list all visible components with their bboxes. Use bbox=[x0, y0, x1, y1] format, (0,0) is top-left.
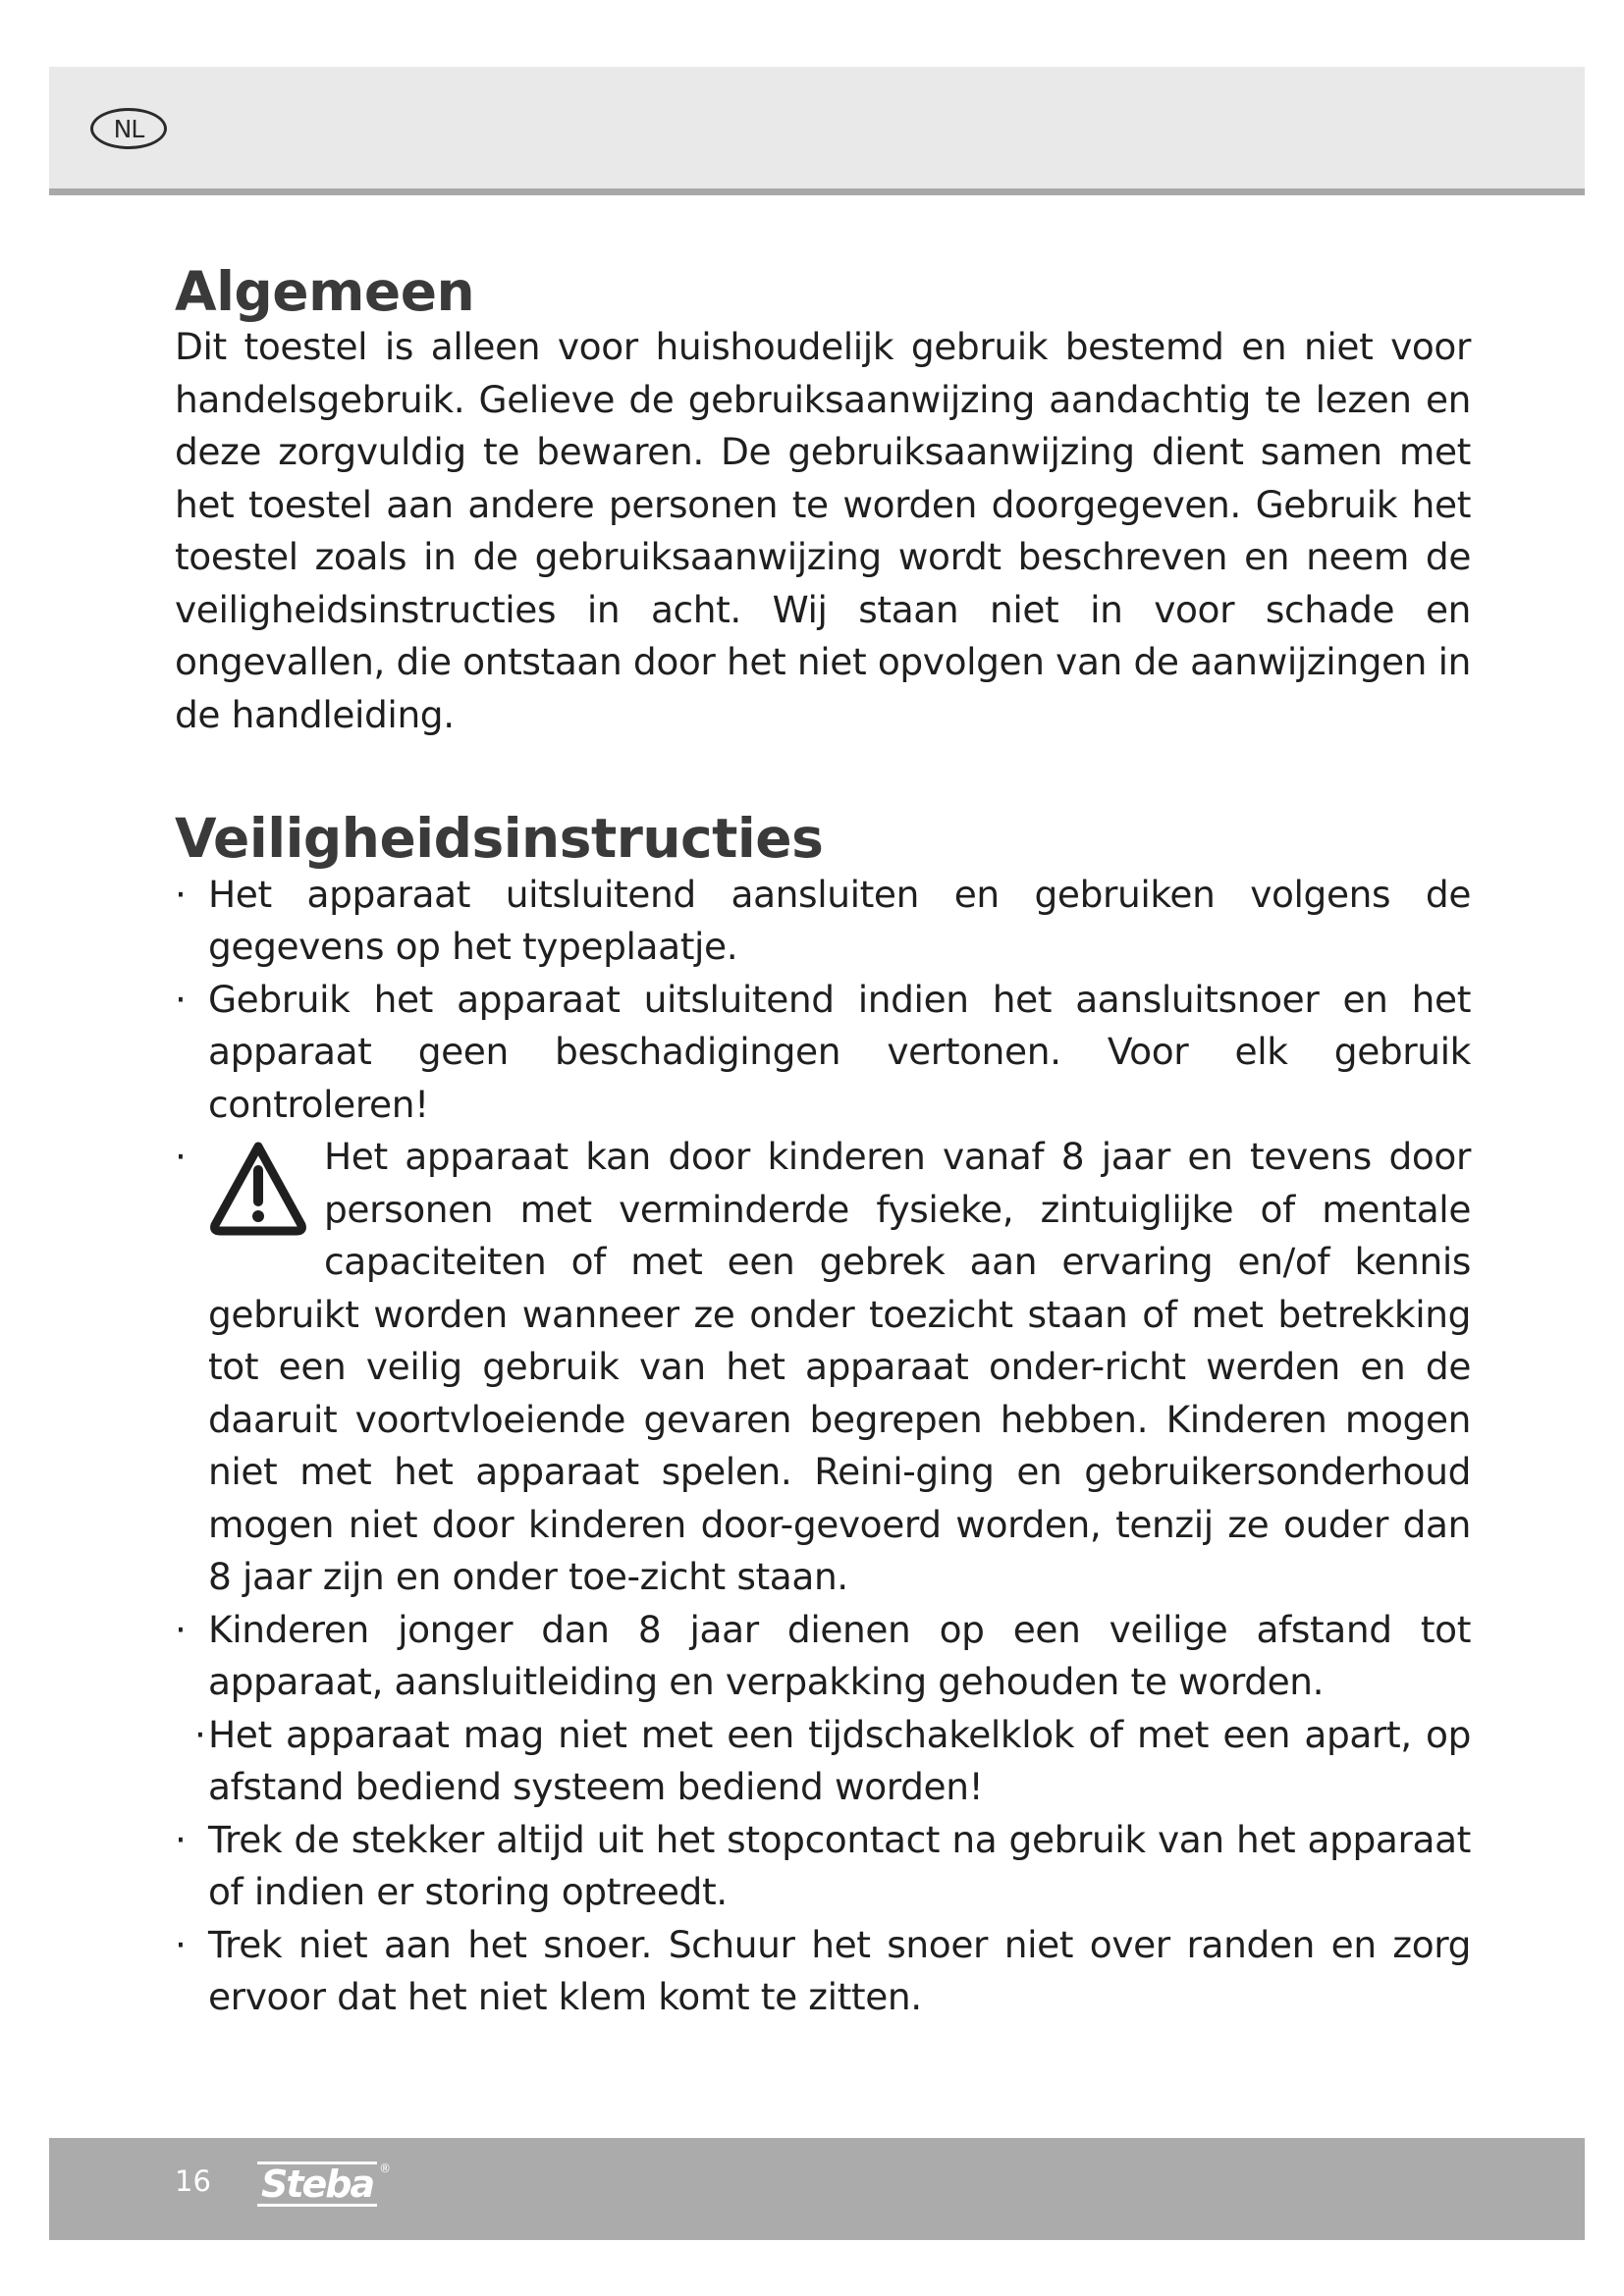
list-item-text: Gebruik het apparaat uitsluitend indien het aansluitsnoer en het apparaat geen beschadigingen vertonen. Voor elk gebruik controleren! bbox=[208, 977, 1471, 1126]
list-item-text: Kinderen jonger dan 8 jaar dienen op een veilige afstand tot apparaat, aansluitleiding en verpakking gehouden te worden. bbox=[208, 1607, 1471, 1704]
list-item bbox=[175, 1604, 1471, 1709]
header-divider bbox=[49, 188, 1585, 195]
list-item bbox=[175, 869, 1471, 974]
safety-instructions-list bbox=[175, 869, 1471, 2024]
list-item-warning bbox=[175, 1131, 1471, 1604]
list-item-text: Het apparaat uitsluitend aansluiten en gebruiken volgens de gegevens op het typeplaatje. bbox=[208, 872, 1471, 969]
language-badge: NL bbox=[90, 108, 167, 149]
brand-wordmark: Steba bbox=[257, 2162, 377, 2207]
list-item bbox=[175, 1814, 1471, 1919]
section-safety bbox=[175, 807, 1471, 2023]
bullet-dot: · bbox=[175, 1135, 187, 1179]
bullet-dot: · bbox=[175, 977, 187, 1021]
section-general bbox=[175, 260, 1471, 741]
header-band bbox=[49, 67, 1585, 188]
list-item-text: Trek niet aan het snoer. Schuur het snoer niet over randen en zorg ervoor dat het niet klem komt te zitten. bbox=[208, 1922, 1471, 2019]
brand-logo bbox=[257, 2162, 391, 2207]
list-item-text: Trek de stekker altijd uit het stopcontact na gebruik van het apparaat of indien er storing optreedt. bbox=[208, 1817, 1471, 1914]
list-item bbox=[175, 1919, 1471, 2024]
page-content bbox=[175, 260, 1471, 2024]
registered-mark: ® bbox=[379, 2162, 392, 2175]
bullet-dot: · bbox=[194, 1712, 206, 1756]
bullet-dot: · bbox=[175, 872, 187, 916]
general-body-text: Dit toestel is alleen voor huishoudelijk gebruik bestemd en niet voor handelsgebruik. Gelieve de gebruiksaanwijzing aandachtig te lezen en deze zorgvuldig te bewaren. De gebruiksaanwijzing dient samen met het toestel aan andere personen te worden doorgegeven. Gebruik het toestel zoals in de gebruiksaanwijzing wordt beschreven en neem de veiligheidsinstructies in acht. Wij staan niet in voor schade en ongevallen, die ontstaan door het niet opvolgen van de aanwijzingen in de handleiding. bbox=[175, 325, 1471, 736]
bullet-dot: · bbox=[175, 1607, 187, 1651]
section-spacer bbox=[175, 741, 1471, 810]
list-item bbox=[175, 1709, 1471, 1814]
bullet-dot: · bbox=[175, 1817, 187, 1861]
list-item-text: Het apparaat kan door kinderen vanaf 8 jaar en tevens door personen met verminderde fysieke, zintuiglijke of mentale capaciteiten of met een gebrek aan ervaring en/of kennis gebruikt worden wanneer ze onder toezicht staan of met betrekking tot een veilig gebruik van het apparaat onder-richt werden en de daaruit voortvloeiende gevaren begrepen hebben. Kinderen mogen niet met het apparaat spelen. Reini-ging en gebruikersonderhoud mogen niet door kinderen door-gevoerd worden, tenzij ze ouder dan 8 jaar zijn en onder toe-zicht staan. bbox=[208, 1135, 1471, 1599]
warning-triangle-icon bbox=[208, 1139, 308, 1237]
section-title-safety: Veiligheidsinstructies bbox=[175, 807, 824, 871]
bullet-dot: · bbox=[175, 1922, 187, 1966]
list-item-text: Het apparaat mag niet met een tijdschakelklok of met een apart, op afstand bediend systeem bediend worden! bbox=[208, 1712, 1471, 1809]
page-number: 16 bbox=[175, 2164, 211, 2198]
list-item bbox=[175, 974, 1471, 1132]
section-title-general: Algemeen bbox=[175, 260, 475, 323]
